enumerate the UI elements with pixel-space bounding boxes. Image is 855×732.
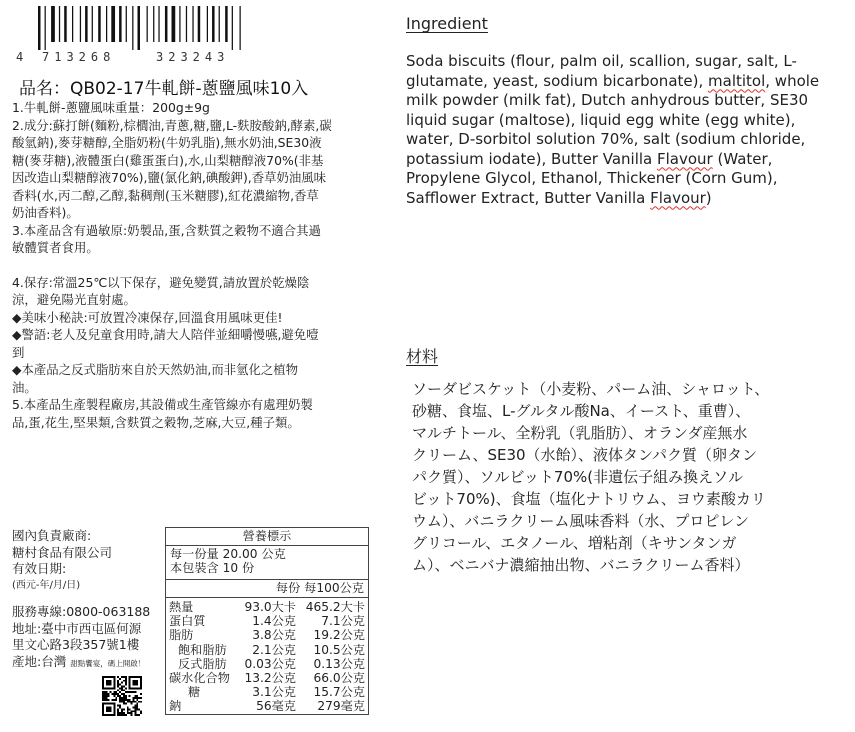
ingredient-english-text xyxy=(406,52,846,208)
barcode-bar xyxy=(72,6,73,42)
qr-module xyxy=(123,693,125,695)
qr-module xyxy=(119,697,121,699)
barcode-digits-right: 323243 xyxy=(156,50,230,64)
qr-module xyxy=(121,701,123,703)
nutrient-per-100g: 66.0公克 xyxy=(313,671,365,686)
nutrition-row xyxy=(166,657,368,671)
barcode-digits-left: 713268 xyxy=(42,50,116,64)
barcode-bar xyxy=(138,6,141,50)
qr-module xyxy=(125,680,127,682)
qr-module xyxy=(134,695,136,697)
qr-module xyxy=(113,693,115,695)
qr-module xyxy=(134,697,136,699)
qr-module xyxy=(129,695,131,697)
qr-module xyxy=(117,714,119,716)
nutrient-per-100g: 0.13公克 xyxy=(313,656,365,671)
qr-module xyxy=(131,714,133,716)
qr-module xyxy=(117,686,119,688)
barcode-bar xyxy=(186,6,187,42)
nutrient-name: 反式脂肪 xyxy=(178,656,227,671)
barcode-bar xyxy=(45,6,46,50)
qr-module xyxy=(106,693,108,695)
barcode-bar xyxy=(212,6,215,42)
qr-module xyxy=(132,697,134,699)
qr-module xyxy=(121,686,123,688)
qr-module xyxy=(121,689,123,691)
nutrient-per-serving: 1.4公克 xyxy=(252,614,296,629)
qr-module xyxy=(125,699,127,701)
qr-module xyxy=(123,680,125,682)
description-line: 2.成分:蘇打餅(麵粉,棕櫚油,青蔥,糖,鹽,L-麩胺酸鈉,酵素,碳 xyxy=(12,117,332,133)
japanese-ingredient-line: 砂糖、食塩、L-グルタル酸Na、イースト、重曹）、 xyxy=(412,402,751,420)
qr-module xyxy=(131,712,133,714)
manufacturer-line: 服務專線:0800-063188 xyxy=(12,604,151,619)
qr-module xyxy=(127,701,129,703)
qr-module xyxy=(136,708,138,710)
qr-module xyxy=(121,708,123,710)
qr-module xyxy=(134,710,136,712)
qr-module xyxy=(117,710,119,712)
qr-module xyxy=(108,699,110,701)
barcode-bar xyxy=(207,6,208,42)
description-line: 油。 xyxy=(12,379,37,395)
product-title: 品名：QB02-17牛軋餅-蔥鹽風味10入 xyxy=(19,79,309,99)
qr-module xyxy=(121,682,123,684)
qr-finder-square xyxy=(106,706,112,712)
nutrient-name: 熱量 xyxy=(169,600,194,614)
barcode-digit-lead: 4 xyxy=(16,50,25,64)
qr-module xyxy=(115,699,117,701)
nutrient-per-serving: 3.1公克 xyxy=(252,685,296,700)
nutrient-per-100g: 7.1公克 xyxy=(321,614,365,629)
nutrition-row xyxy=(166,699,368,713)
nutrition-row xyxy=(166,628,368,642)
qr-module xyxy=(136,697,138,699)
nutrient-per-serving: 2.1公克 xyxy=(252,642,296,657)
description-line: 因改造山梨糖醇液70%),鹽(氯化鈉,碘酸鉀),香草奶油風味 xyxy=(12,170,327,185)
qr-module xyxy=(138,714,140,716)
qr-module xyxy=(102,697,104,699)
barcode-bar xyxy=(38,6,41,50)
nutrition-row xyxy=(166,643,368,657)
qr-module xyxy=(140,693,142,695)
qr-module xyxy=(125,678,127,680)
description-line: 涼，避免陽光直射處。 xyxy=(12,292,136,307)
qr-module xyxy=(102,695,104,697)
qr-module xyxy=(104,697,106,699)
nutrient-per-100g: 279毫克 xyxy=(317,699,365,714)
qr-module xyxy=(125,684,127,686)
qr-module xyxy=(121,710,123,712)
qr-module xyxy=(140,697,142,699)
qr-module xyxy=(140,710,142,712)
qr-module xyxy=(102,699,104,701)
qr-module xyxy=(134,705,136,707)
qr-module xyxy=(136,714,138,716)
barcode-bar xyxy=(132,6,133,50)
qr-module xyxy=(136,695,138,697)
serving-info xyxy=(166,546,368,580)
nutrition-row xyxy=(166,671,368,685)
nutrient-per-serving: 13.2公克 xyxy=(244,671,296,686)
qr-module xyxy=(106,697,108,699)
qr-module xyxy=(140,701,142,703)
qr-module xyxy=(123,689,125,691)
qr-module xyxy=(119,687,121,689)
description-line: 到 xyxy=(12,344,25,360)
col-per-100g: 每100公克 xyxy=(304,581,364,595)
qr-module xyxy=(123,699,125,701)
qr-module xyxy=(106,691,108,693)
manufacturer-line xyxy=(12,594,172,604)
qr-module xyxy=(127,706,129,708)
barcode-bar xyxy=(225,6,228,42)
barcode-bar xyxy=(192,6,193,42)
manufacturer-line: 地址:臺中市西屯區何源 xyxy=(12,620,142,636)
nutrient-name: 糖 xyxy=(188,685,201,700)
nutrient-per-serving: 56毫克 xyxy=(256,699,296,714)
nutrition-facts-table xyxy=(165,527,369,715)
spellcheck-flagged-word: maltitol xyxy=(708,71,766,90)
barcode xyxy=(16,6,280,66)
qr-module xyxy=(125,682,127,684)
japanese-ingredient-text xyxy=(412,378,832,576)
nutrient-per-serving: 0.03公克 xyxy=(244,656,296,671)
qr-module xyxy=(102,691,104,693)
qr-module xyxy=(117,695,119,697)
qr-module xyxy=(129,712,131,714)
qr-module xyxy=(129,699,131,701)
nutrition-rows xyxy=(166,600,368,714)
qr-module xyxy=(112,693,114,695)
qr-module xyxy=(117,712,119,714)
qr-module xyxy=(123,714,125,716)
description-line: 香料(水,丙二醇,乙醇,黏稠劑(玉米糖膠),紅花濃縮物,香草 xyxy=(12,187,319,203)
barcode-bar xyxy=(80,6,81,42)
ingredient-heading: Ingredient xyxy=(406,14,488,33)
qr-module xyxy=(125,703,127,705)
manufacturer-line: 國內負責廠商: xyxy=(12,528,92,543)
qr-module xyxy=(129,708,131,710)
nutrition-column-headers xyxy=(166,580,368,598)
japanese-ingredient-line: クリーム、SE30（水飴）、液体タンパク質（卵タン xyxy=(412,446,757,464)
qr-module xyxy=(125,714,127,716)
qr-module xyxy=(134,708,136,710)
nutrient-name: 飽和脂肪 xyxy=(178,642,227,657)
qr-module xyxy=(119,705,121,707)
barcode-bar xyxy=(172,6,176,42)
description-line: ◆美味小秘訣:可放置冷凍保存,回溫食用風味更佳! xyxy=(12,309,283,325)
qr-module xyxy=(132,699,134,701)
qr-finder-square xyxy=(132,680,138,686)
serving-size: 每一份量 20.00 公克 xyxy=(170,547,286,561)
qr-module xyxy=(117,693,119,695)
qr-module xyxy=(113,699,115,701)
qr-module xyxy=(104,691,106,693)
qr-module xyxy=(129,691,131,693)
manufacturer-line: 里文心路3段357號1樓 xyxy=(12,637,140,652)
spellcheck-flagged-word: Flavour xyxy=(650,188,706,207)
qr-module xyxy=(121,714,123,716)
qr-module xyxy=(136,699,138,701)
description-line: 3.本產品含有過敏原:奶製品,蛋,含麩質之穀物不適合其過 xyxy=(12,222,321,238)
qr-module xyxy=(117,680,119,682)
nutrition-row xyxy=(166,685,368,699)
barcode-bar xyxy=(232,6,233,50)
servings-per-package: 本包裝含 10 份 xyxy=(170,561,255,575)
qr-module xyxy=(115,691,117,693)
barcode-bar xyxy=(158,6,159,42)
qr-finder-square xyxy=(106,680,112,686)
qr-module xyxy=(119,684,121,686)
qr-module xyxy=(119,695,121,697)
qr-module xyxy=(127,699,129,701)
manufacturer-info xyxy=(12,528,172,672)
qr-module xyxy=(132,701,134,703)
barcode-bar xyxy=(119,6,122,42)
barcode-bar xyxy=(98,6,101,42)
qr-module xyxy=(134,712,136,714)
barcode-bar xyxy=(219,6,220,42)
description-line xyxy=(12,257,367,274)
barcode-bar xyxy=(240,6,241,50)
qr-module xyxy=(115,697,117,699)
barcode-bar xyxy=(198,6,201,42)
qr-module xyxy=(132,691,134,693)
barcode-bar xyxy=(51,6,55,42)
barcode-bar xyxy=(147,6,148,42)
qr-module xyxy=(119,714,121,716)
description-line: 4.保存:常溫25℃以下保存，避免變質,請放置於乾燥陰 xyxy=(12,274,310,290)
qr-module xyxy=(127,712,129,714)
qr-module xyxy=(125,676,127,678)
qr-module xyxy=(102,693,104,695)
origin-text: 產地:台灣 xyxy=(12,653,67,669)
barcode-bar xyxy=(92,6,93,42)
description-line: 奶油香料)。 xyxy=(12,205,79,220)
qr-module xyxy=(138,701,140,703)
nutrient-per-100g: 465.2大卡 xyxy=(305,600,365,614)
nutrient-per-100g: 15.7公克 xyxy=(313,685,365,700)
qr-module xyxy=(121,699,123,701)
qr-module xyxy=(136,706,138,708)
qr-module xyxy=(134,714,136,716)
qr-module xyxy=(108,695,110,697)
qr-module xyxy=(134,706,136,708)
qr-module xyxy=(113,691,115,693)
japanese-ingredient-line: グリコール、エタノール、増粘剤（キサンタンガ xyxy=(412,534,737,552)
barcode-bar xyxy=(64,6,67,42)
qr-module xyxy=(104,699,106,701)
ingredient-text-segment: (Water, Propylene Glycol, Ethanol, Thickener (Corn Gum), Safflower Extract, Butter Vanilla xyxy=(406,149,778,207)
nutrient-name: 碳水化合物 xyxy=(169,671,230,686)
qr-module xyxy=(112,699,114,701)
qr-module xyxy=(117,705,119,707)
qr-module xyxy=(117,689,119,691)
qr-module xyxy=(131,691,133,693)
description-line: 5.本產品生產製程廠房,其設備或生產管線亦有處理奶製 xyxy=(12,397,313,412)
qr-module xyxy=(121,712,123,714)
qr-module xyxy=(123,676,125,678)
qr-module xyxy=(123,695,125,697)
qr-code-icon[interactable] xyxy=(102,676,142,716)
qr-module xyxy=(119,699,121,701)
japanese-ingredient-line: パク質）、ソルビット70%(非遺伝子組み換えソル xyxy=(412,468,744,486)
qr-module xyxy=(121,693,123,695)
qr-module xyxy=(123,697,125,699)
description-line: 糖(麥芽糖),液體蛋白(雞蛋蛋白),水,山梨糖醇液70%(非基 xyxy=(12,152,324,168)
qr-module xyxy=(132,710,134,712)
nutrient-name: 脂肪 xyxy=(169,628,194,643)
qr-module xyxy=(106,695,108,697)
qr-module xyxy=(110,691,112,693)
ingredient-text-segment: Soda biscuits (flour, palm oil, scallion, sugar, salt, L-glutamate, yeast, sodium bicarbonate), xyxy=(406,52,797,90)
qr-module xyxy=(136,703,138,705)
qr-module xyxy=(119,706,121,708)
qr-module xyxy=(134,691,136,693)
qr-module xyxy=(119,701,121,703)
description-line: ◆本產品之反式脂肪來自於天然奶油,而非氫化之植物 xyxy=(12,362,299,377)
qr-module xyxy=(127,708,129,710)
japanese-ingredient-line: ソーダビスケット（小麦粉、パーム油、シャロット、 xyxy=(412,380,770,398)
qr-module xyxy=(138,708,140,710)
qr-module xyxy=(104,695,106,697)
nutrition-title: 營養標示 xyxy=(166,528,368,546)
qr-module xyxy=(115,693,117,695)
qr-module xyxy=(104,693,106,695)
description-line: 1.牛軋餅-蔥鹽風味重量：200g±9g xyxy=(12,100,210,115)
qr-module xyxy=(131,703,133,705)
barcode-bar xyxy=(165,6,168,42)
qr-module xyxy=(119,691,121,693)
qr-module xyxy=(131,701,133,703)
qr-module xyxy=(123,708,125,710)
manufacturer-line: (西元-年/月/日) xyxy=(12,579,81,591)
japanese-ingredient-line: ウム）、バニラクリーム風味香料（水、プロピレン xyxy=(412,512,749,530)
barcode-bar xyxy=(179,6,180,42)
product-description xyxy=(12,99,367,431)
qr-module xyxy=(125,697,127,699)
manufacturer-lines xyxy=(12,528,172,654)
col-per-serving: 每份 xyxy=(275,581,301,595)
qr-module xyxy=(125,691,127,693)
qr-module xyxy=(127,691,129,693)
qr-module xyxy=(125,695,127,697)
spellcheck-flagged-word: Flavour xyxy=(657,149,713,168)
qr-module xyxy=(108,693,110,695)
nutrition-row xyxy=(166,600,368,614)
qr-module xyxy=(129,701,131,703)
qr-module xyxy=(134,701,136,703)
barcode-bars xyxy=(30,6,280,52)
description-line: 品,蛋,花生,堅果類,含麩質之穀物,芝麻,大豆,種子類。 xyxy=(12,414,300,430)
nutrient-name: 蛋白質 xyxy=(169,614,206,629)
nutrition-row xyxy=(166,614,368,628)
qr-module xyxy=(121,676,123,678)
nutrient-per-serving: 93.0大卡 xyxy=(244,600,296,614)
japanese-ingredient-line: ム）、ベニバナ濃縮抽出物、バニラクリーム香料） xyxy=(412,556,750,574)
barcode-bar xyxy=(106,6,107,42)
barcode-bar xyxy=(111,6,115,42)
description-line: ◆警語:老人及兒童食用時,請大人陪伴並細嚼慢嚥,避免噎 xyxy=(12,327,319,342)
qr-module xyxy=(140,712,142,714)
qr-module xyxy=(119,678,121,680)
description-line: 酸氫鈉),麥芽糖醇,全脂奶粉(牛奶乳脂),無水奶油,SE30液 xyxy=(12,135,322,150)
barcode-bar xyxy=(126,6,127,42)
ingredient-text-segment: ) xyxy=(705,188,712,207)
qr-module xyxy=(113,695,115,697)
qr-module xyxy=(106,699,108,701)
qr-module xyxy=(138,697,140,699)
nutrient-per-serving: 3.8公克 xyxy=(252,628,296,643)
japanese-ingredient-heading: 材料 xyxy=(406,347,439,366)
ingredient-text-segment: , whole milk powder (milk fat), Dutch anhydrous butter, SE30 liquid sugar (maltose), liquid egg white (egg white), water, D-sorbitol solution 70%, salt (sodium chloride, potassium iodate), Butter Vanilla xyxy=(406,71,820,168)
japanese-ingredient-line: ビット70%)、食塩（塩化ナトリウム、ヨウ素酸カリ xyxy=(412,490,766,508)
barcode-bar xyxy=(85,6,88,42)
japanese-ingredient-line: マルチトール、全粉乳（乳脂肪）、オランダ産無水 xyxy=(412,424,748,442)
qr-module xyxy=(123,701,125,703)
manufacturer-line: 有效日期: xyxy=(12,561,67,576)
qr-module xyxy=(119,712,121,714)
qr-module xyxy=(117,684,119,686)
qr-module xyxy=(132,706,134,708)
barcode-bar xyxy=(59,6,60,42)
qr-module xyxy=(117,708,119,710)
qr-module xyxy=(123,686,125,688)
qr-module xyxy=(117,682,119,684)
barcode-bar xyxy=(153,6,154,42)
nutrient-per-100g: 10.5公克 xyxy=(313,642,365,657)
qr-module xyxy=(121,697,123,699)
qr-module xyxy=(127,710,129,712)
qr-module xyxy=(117,676,119,678)
qr-module xyxy=(131,710,133,712)
description-line: 敏體質者食用。 xyxy=(12,240,99,255)
qr-module xyxy=(123,712,125,714)
nutrient-name: 鈉 xyxy=(169,699,182,714)
nutrient-per-100g: 19.2公克 xyxy=(313,628,365,643)
qr-module xyxy=(123,703,125,705)
qr-caption: 甜點饗宴，碼上開啟！ xyxy=(70,658,146,668)
manufacturer-line: 糖村食品有限公司 xyxy=(12,544,113,560)
qr-module xyxy=(136,705,138,707)
qr-module xyxy=(125,687,127,689)
qr-module xyxy=(121,687,123,689)
